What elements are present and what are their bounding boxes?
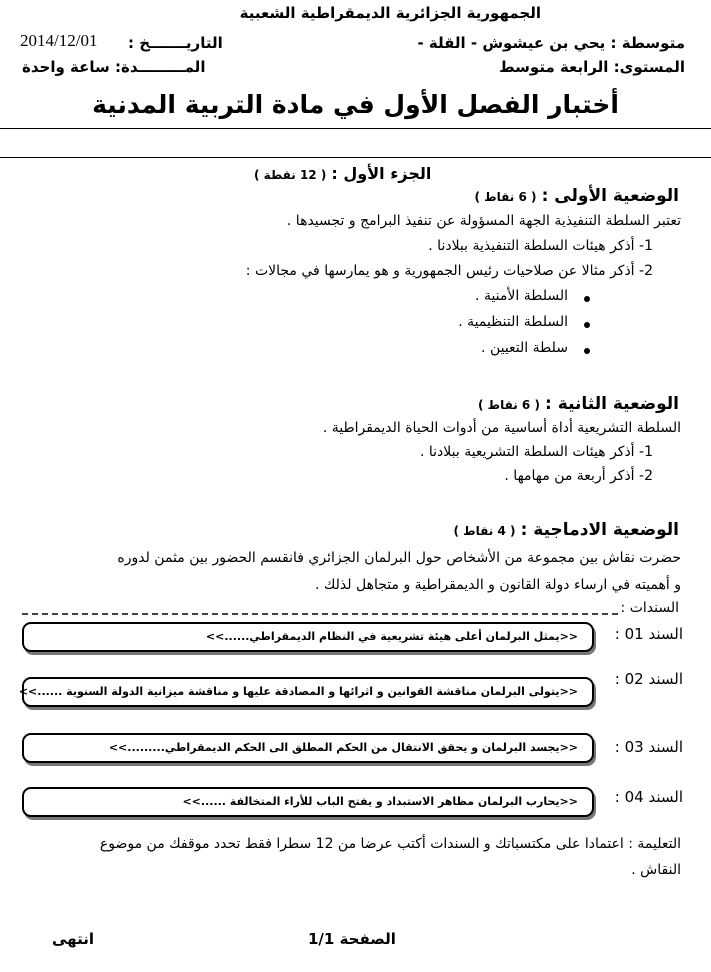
part1-label: الجزء الأول :	[331, 164, 432, 183]
integration-line-1: حضرت نقاش بين مجموعة من الأشخاص حول البرلمان الجزائري فانقسم الحضور بين مثمن لدوره	[117, 550, 681, 566]
document-label-4: السند 04 :	[614, 788, 683, 806]
bullet-icon	[584, 348, 590, 354]
bullet-icon	[584, 296, 590, 302]
bullet-icon	[584, 322, 590, 328]
situation1-text: تعتبر السلطة التنفيذية الجهة المسؤولة عن تنفيذ البرامج و تجسيدها .	[286, 213, 681, 229]
integration-title: الوضعية الادماجية :	[520, 520, 679, 540]
situation1-title: الوضعية الأولى :	[541, 186, 679, 206]
document-box-4	[22, 787, 594, 817]
document-text-1: <<يمثل البرلمان أعلى هيئة تشريعية في النظام الديمقراطي......>>	[205, 630, 578, 643]
situation2-q1: 1- أذكر هيئات السلطة التشريعية ببلادنا .	[419, 444, 653, 460]
documents-label: السندات :	[620, 600, 679, 616]
level-label: المستوى: الرابعة متوسط	[499, 58, 685, 76]
situation2-points: ( 6 نقاط )	[477, 398, 540, 412]
situation2-title: الوضعية الثانية :	[545, 394, 679, 414]
page-number: الصفحة 1/1	[308, 930, 396, 948]
document-text-3: <<يجسد البرلمان و يحقق الانتقال من الحكم المطلق الى الحكم الديمقراطي.........>>	[108, 741, 578, 754]
document-label-2: السند 02 :	[614, 670, 683, 688]
document-box-3	[22, 733, 594, 763]
header-rule-top	[0, 128, 711, 129]
document-label-1: السند 01 :	[614, 625, 683, 643]
school-name: متوسطة : يحي بن عيشوش - القلة -	[417, 34, 685, 52]
integration-line-2: و أهميته في ارساء دولة القانون و الديمقراطية و متجاهل لذلك .	[314, 577, 681, 593]
date-label: التاريـــــــخ :	[128, 34, 223, 52]
situation1-bullet-3: سلطة التعيين .	[481, 340, 568, 356]
situation1-bullet-2: السلطة التنظيمية .	[458, 314, 568, 330]
document-text-4: <<يحارب البرلمان مظاهر الاستبداد و يفتح الباب للأراء المتخالفة ......>>	[182, 795, 578, 808]
situation1-q1: 1- أذكر هيئات السلطة التنفيذية ببلادنا .	[428, 238, 653, 254]
integration-points: ( 4 نقاط )	[453, 524, 516, 538]
duration-label: المـــــــــدة: ساعة واحدة	[22, 58, 206, 76]
situation1-points: ( 6 نقاط )	[474, 190, 537, 204]
part1-heading	[254, 164, 431, 183]
instruction-line-1: التعليمة : اعتمادا على مكتسباتك و السندات أكتب عرضا من 12 سطرا فقط تحدد موقفك من موضوع	[99, 836, 681, 852]
document-box-1	[22, 622, 594, 652]
situation2-heading	[478, 394, 679, 414]
document-text-2: <<يتولى البرلمان مناقشة القوانين و اثرائها و المصادقة عليها و مناقشة ميزانية الدولة السنوية ......>>	[18, 685, 578, 698]
situation1-bullet-1: السلطة الأمنية .	[475, 288, 568, 304]
documents-separator	[22, 613, 618, 615]
situation2-text: السلطة التشريعية أداة أساسية من أدوات الحياة الديمقراطية .	[322, 420, 681, 436]
document-box-2	[18, 677, 594, 707]
part1-points: ( 12 نقطة )	[254, 168, 327, 182]
situation2-q2: 2- أذكر أربعة من مهامها .	[504, 468, 653, 484]
instruction-line-2: النقاش .	[631, 862, 681, 878]
exam-title: أختبار الفصل الأول في مادة التربية المدنية	[92, 90, 619, 119]
republic-heading: الجمهورية الجزائرية الديمقراطية الشعبية	[239, 4, 541, 22]
document-label-3: السند 03 :	[614, 738, 683, 756]
integration-heading	[454, 520, 679, 540]
situation1-heading	[475, 186, 680, 206]
date-value: 2014/12/01	[20, 31, 98, 50]
situation1-q2: 2- أذكر مثالا عن صلاحيات رئيس الجمهورية و هو يمارسها في مجالات :	[245, 263, 653, 279]
header-rule-bottom	[0, 157, 711, 158]
end-label: انتهى	[52, 930, 94, 948]
